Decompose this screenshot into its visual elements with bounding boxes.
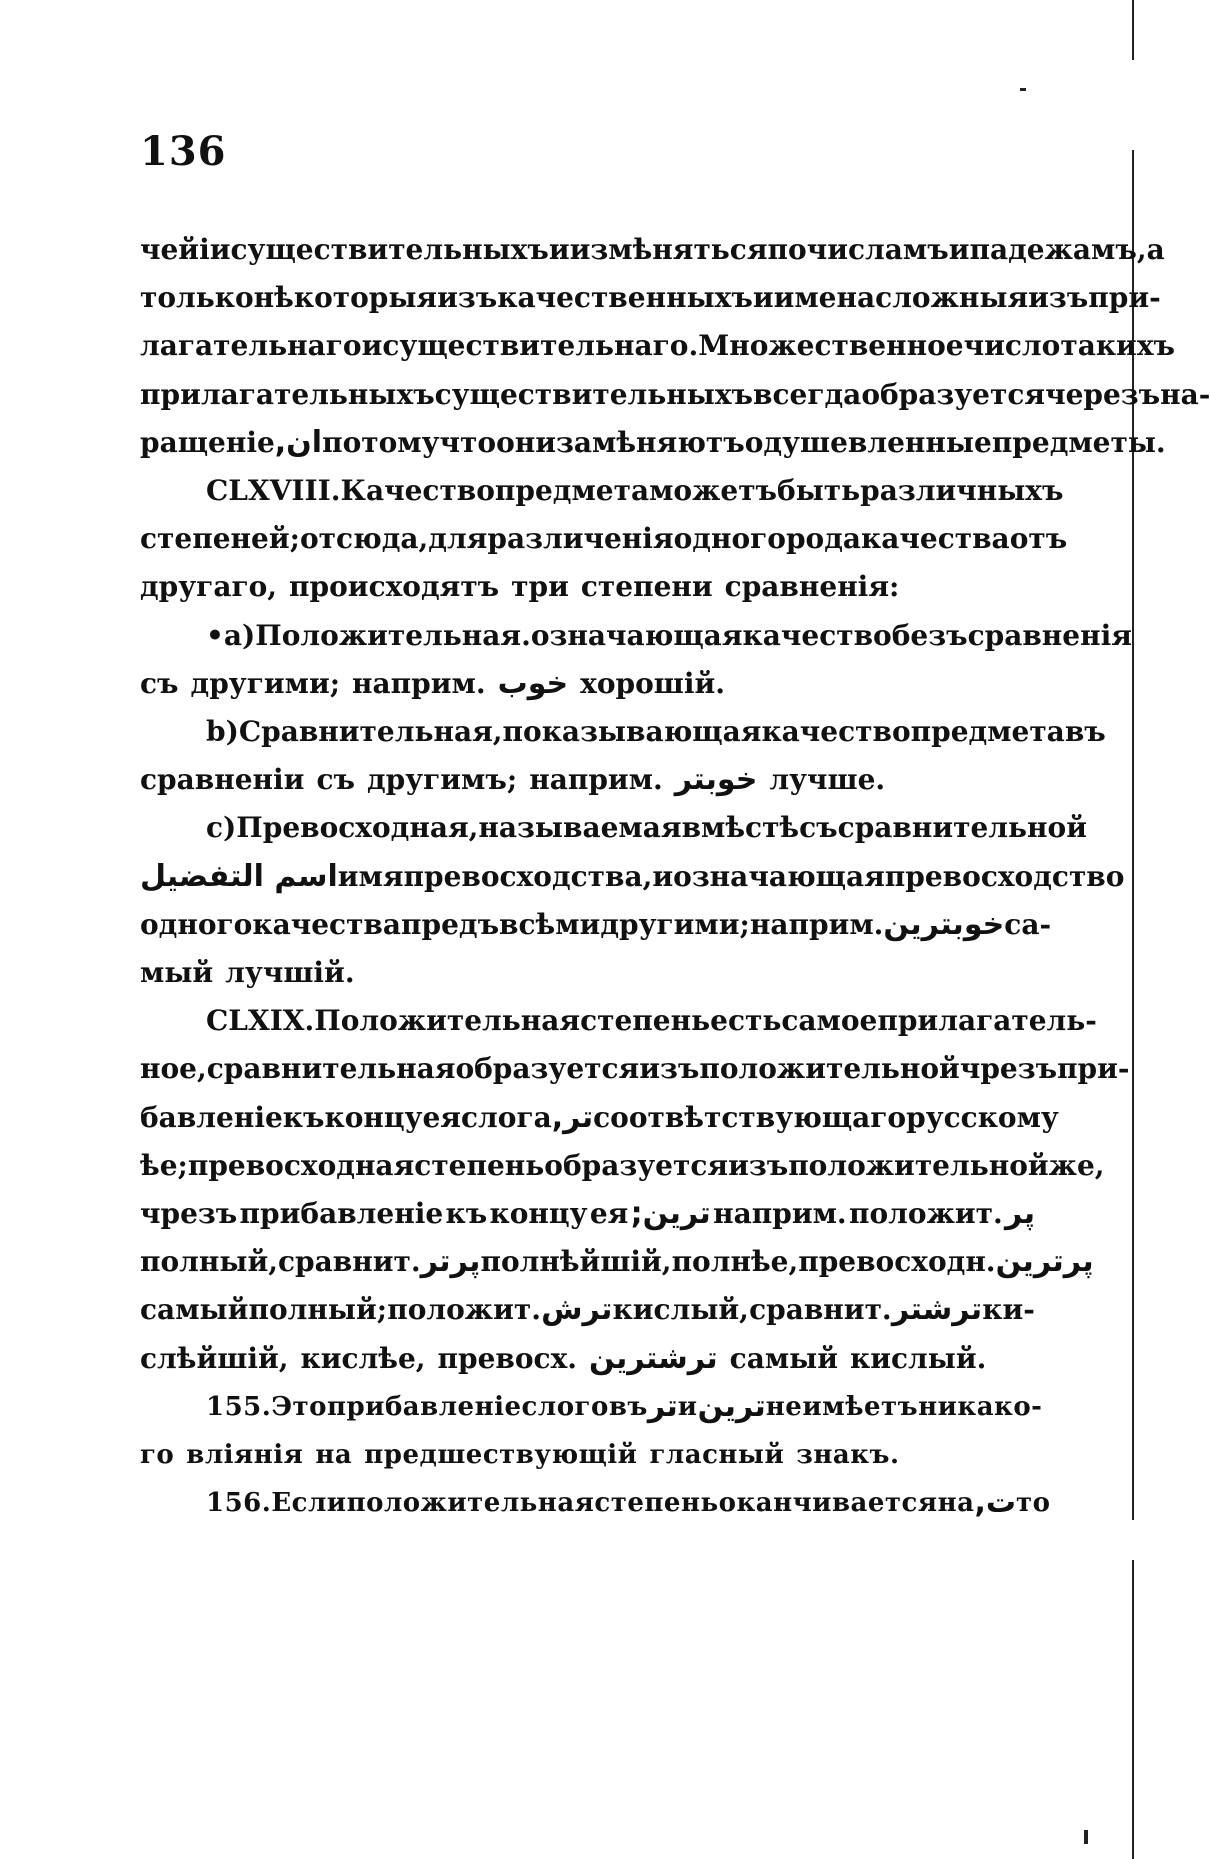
word: са- <box>1004 907 1052 941</box>
word: сравнит. <box>749 1293 892 1327</box>
word: они <box>496 425 556 459</box>
text-line <box>140 949 1035 997</box>
text-line <box>140 322 1175 370</box>
word: всегда <box>753 377 862 411</box>
word: всѣми <box>499 907 601 941</box>
word: съ <box>140 666 179 700</box>
word: къ <box>282 1100 325 1134</box>
word: самое <box>781 1004 878 1038</box>
word: 155. <box>206 1391 272 1422</box>
word: и <box>361 329 383 363</box>
word: одного <box>140 907 253 941</box>
word: другими; <box>600 907 750 941</box>
arabic-word: ترين; <box>630 1196 711 1232</box>
text-line <box>140 226 1165 274</box>
text-line <box>140 660 1035 708</box>
word: рода <box>785 522 862 556</box>
word: Если <box>271 1488 347 1519</box>
word: только <box>140 281 254 315</box>
word: что <box>439 425 497 459</box>
word: чейіи <box>140 233 231 266</box>
word: положительной <box>788 1148 1049 1182</box>
word: числамъ <box>806 233 949 266</box>
word: полнѣйшій, <box>480 1245 672 1279</box>
word: прибавленіе <box>326 1391 522 1422</box>
word: ея <box>589 1197 629 1231</box>
word: ѣе; <box>140 1148 188 1182</box>
scan-speck <box>1084 1830 1088 1844</box>
word: слоговъ <box>521 1391 648 1422</box>
word: прибавленіе <box>239 1197 444 1231</box>
word: ращеніе <box>140 425 275 459</box>
word: сравнительная <box>206 1052 456 1086</box>
word: не <box>765 1391 803 1422</box>
word: измѣняться <box>569 233 768 266</box>
word: другими; <box>190 666 341 700</box>
word: ки- <box>982 1293 1035 1327</box>
text-line <box>140 467 1064 515</box>
word: одного <box>673 522 786 556</box>
arabic-word: خوبترين <box>883 906 1005 942</box>
word: степеней; <box>140 522 300 556</box>
word: качество <box>742 618 892 652</box>
word: называемая <box>478 811 682 845</box>
arabic-word: ترش <box>541 1292 613 1328</box>
word: съ <box>799 811 838 845</box>
word: такихъ <box>1060 329 1175 363</box>
text-line <box>140 1335 1035 1383</box>
arabic-word: ترين <box>697 1388 766 1424</box>
word: и <box>652 859 674 893</box>
word: Сравнительная, <box>238 715 503 749</box>
word: быть <box>777 474 861 508</box>
word: b) <box>206 715 239 749</box>
word: самый <box>140 1293 249 1327</box>
word: безъ <box>891 618 968 652</box>
word: различенія <box>487 522 674 556</box>
word: происходятъ <box>289 570 500 604</box>
word: на- <box>1160 377 1210 411</box>
word: отъ <box>1009 522 1068 556</box>
arabic-word: ت, <box>974 1485 1016 1521</box>
word: превосходная <box>187 1148 415 1182</box>
word: существительнаго. <box>382 329 699 363</box>
word: слѣйшій, <box>140 1341 289 1375</box>
word: существительныхъ <box>230 233 549 266</box>
word: хорошій. <box>580 666 726 700</box>
word: положит. <box>387 1293 541 1327</box>
word: превосходн. <box>798 1245 996 1279</box>
word: означающая <box>530 618 743 652</box>
word: 156. <box>206 1488 272 1519</box>
text-line <box>140 756 1035 804</box>
word: качественныхъ <box>497 281 753 315</box>
text-line <box>140 1094 1059 1142</box>
text-line <box>140 515 1068 563</box>
word: вліянія <box>186 1440 304 1471</box>
word: означающая <box>673 859 885 893</box>
arabic-word: اسم التفضيل <box>140 858 338 894</box>
word: вмѣстѣ <box>681 811 800 845</box>
word: качества <box>861 522 1010 556</box>
word: на <box>315 1440 353 1471</box>
word: замѣняютъ <box>556 425 745 459</box>
word: въ <box>1064 715 1106 749</box>
text-line <box>140 708 1106 756</box>
word: знакъ. <box>796 1440 900 1471</box>
word: имѣетъ <box>802 1391 919 1422</box>
word: слога <box>460 1100 552 1134</box>
text-line <box>140 274 1161 322</box>
word: лучше. <box>769 763 886 797</box>
arabic-word: ترشتر <box>891 1292 983 1328</box>
word: предмета <box>910 715 1065 749</box>
word: и <box>948 233 970 266</box>
word: черезъ <box>1045 377 1161 411</box>
word: CLXVIII. <box>206 474 341 508</box>
word: ное, <box>140 1052 207 1086</box>
word: превосходства, <box>403 859 653 893</box>
text-line <box>140 1238 1094 1286</box>
arabic-word: پرتر <box>420 1244 481 1280</box>
word: концу <box>489 1197 588 1231</box>
word: же, <box>1048 1148 1105 1182</box>
word: сравнит. <box>278 1245 421 1279</box>
word: Положительная. <box>255 618 531 652</box>
word: Это <box>271 1391 327 1422</box>
word: образуется <box>455 1052 640 1086</box>
word: полный, <box>140 1245 278 1279</box>
word: сравненіи <box>140 763 305 797</box>
word: предмета <box>494 474 650 508</box>
word: другаго, <box>140 570 278 604</box>
word: кислѣе, <box>300 1341 426 1375</box>
word: при- <box>1088 281 1161 315</box>
word: наприм. <box>352 666 486 700</box>
text-line <box>140 1142 1105 1190</box>
word: наприм. <box>749 907 884 941</box>
text-line <box>140 1383 1043 1431</box>
word: степень <box>580 1004 711 1038</box>
word: лучшій. <box>225 956 355 990</box>
word: изъ <box>728 1148 789 1182</box>
text-line <box>140 901 1052 949</box>
word: чрезъ <box>140 1197 238 1231</box>
word: превосх. <box>437 1341 578 1375</box>
word: и <box>548 233 570 266</box>
word: изъ <box>639 1052 700 1086</box>
word: сравненія: <box>724 570 900 604</box>
word: качества <box>252 907 402 941</box>
arabic-word: خوب <box>497 665 569 701</box>
word: къ <box>445 1197 488 1231</box>
word: кислый. <box>850 1341 987 1375</box>
word: положит. <box>848 1197 1003 1231</box>
word: Превосходная, <box>236 811 479 845</box>
word: есть <box>710 1004 782 1038</box>
word: кислый, <box>612 1293 749 1327</box>
word: имена <box>773 281 876 315</box>
arabic-word: پرترين <box>995 1244 1094 1280</box>
word: прилагатель- <box>877 1004 1097 1038</box>
word: существительныхъ <box>434 377 754 411</box>
word: съ <box>316 763 355 797</box>
word: предметы. <box>991 425 1166 459</box>
word: и <box>752 281 774 315</box>
word: можетъ <box>649 474 778 508</box>
word: ея <box>422 1100 461 1134</box>
arabic-word: پر <box>1005 1196 1035 1232</box>
word: число <box>963 329 1061 363</box>
word: степени <box>580 570 713 604</box>
word: другимъ; <box>366 763 518 797</box>
word: самый <box>729 1341 839 1375</box>
text-line <box>140 1045 1130 1093</box>
text-line <box>140 1190 1035 1238</box>
word: полный; <box>248 1293 388 1327</box>
text-line <box>140 1286 1035 1334</box>
word: наприм. <box>529 763 663 797</box>
word: падежамъ, <box>969 233 1147 266</box>
word: гласный <box>649 1440 785 1471</box>
word: CLXIX. <box>206 1004 315 1038</box>
arabic-word: ان, <box>274 424 323 460</box>
word: степень <box>414 1148 545 1182</box>
word: сравнительной <box>837 811 1087 845</box>
word: одушевленные <box>744 425 992 459</box>
word: изъ <box>1028 281 1089 315</box>
arabic-word: تر <box>647 1388 678 1424</box>
word: а <box>1146 233 1165 266</box>
page-body-text <box>140 226 1210 1527</box>
word: то <box>1016 1488 1051 1519</box>
word: полнѣе, <box>671 1245 799 1279</box>
word: лагательнаго <box>140 329 362 363</box>
word: степень <box>594 1488 719 1519</box>
text-line <box>140 1431 1035 1479</box>
arabic-word: خوبتر <box>674 762 758 798</box>
word: сравненія <box>967 618 1132 652</box>
word: никако- <box>918 1391 1043 1422</box>
word: положительной <box>699 1052 960 1086</box>
word: сложныя <box>875 281 1029 315</box>
text-line <box>140 419 1166 467</box>
word: имя <box>337 859 404 893</box>
text-line <box>140 612 1132 660</box>
word: образуется <box>544 1148 729 1182</box>
word: и <box>677 1391 698 1422</box>
word: Положительная <box>314 1004 581 1038</box>
word: прилагательныхъ <box>140 377 435 411</box>
word: показывающая <box>502 715 762 749</box>
text-line <box>140 371 1210 419</box>
word: •а) <box>206 618 256 652</box>
word: c) <box>206 811 237 845</box>
word: концу <box>324 1100 423 1134</box>
word: при- <box>1057 1052 1130 1086</box>
word: отсюда, <box>299 522 429 556</box>
text-line <box>140 1479 1051 1527</box>
word: бавленіе <box>140 1100 283 1134</box>
word: соотвѣтствующаго <box>593 1100 907 1134</box>
page-number: 136 <box>140 128 227 175</box>
word: для <box>428 522 488 556</box>
word: образуется <box>861 377 1046 411</box>
word: нѣкоторыя <box>253 281 438 315</box>
text-line <box>140 853 1125 901</box>
word: русскому <box>906 1100 1059 1134</box>
word: положительная <box>346 1488 595 1519</box>
word: превосходство <box>884 859 1125 893</box>
word: наприм. <box>713 1197 847 1231</box>
arabic-word: ترشترين <box>589 1340 718 1376</box>
word: предъ <box>401 907 500 941</box>
word: Множественное <box>698 329 964 363</box>
word: изъ <box>437 281 498 315</box>
scan-speck <box>1020 88 1026 91</box>
word: оканчивается <box>718 1488 938 1519</box>
word: качество <box>761 715 911 749</box>
word: предшествующій <box>364 1440 638 1471</box>
word: по <box>767 233 807 266</box>
arabic-word: تر, <box>551 1099 594 1135</box>
word: Качество <box>340 474 495 508</box>
word: го <box>140 1440 175 1471</box>
text-line <box>140 804 1087 852</box>
word: три <box>511 570 569 604</box>
word: потому <box>322 425 440 459</box>
word: различныхъ <box>860 474 1064 508</box>
text-line <box>140 997 1097 1045</box>
word: чрезъ <box>959 1052 1058 1086</box>
word: на <box>937 1488 975 1519</box>
text-line <box>140 563 1035 611</box>
word: мый <box>140 956 214 990</box>
